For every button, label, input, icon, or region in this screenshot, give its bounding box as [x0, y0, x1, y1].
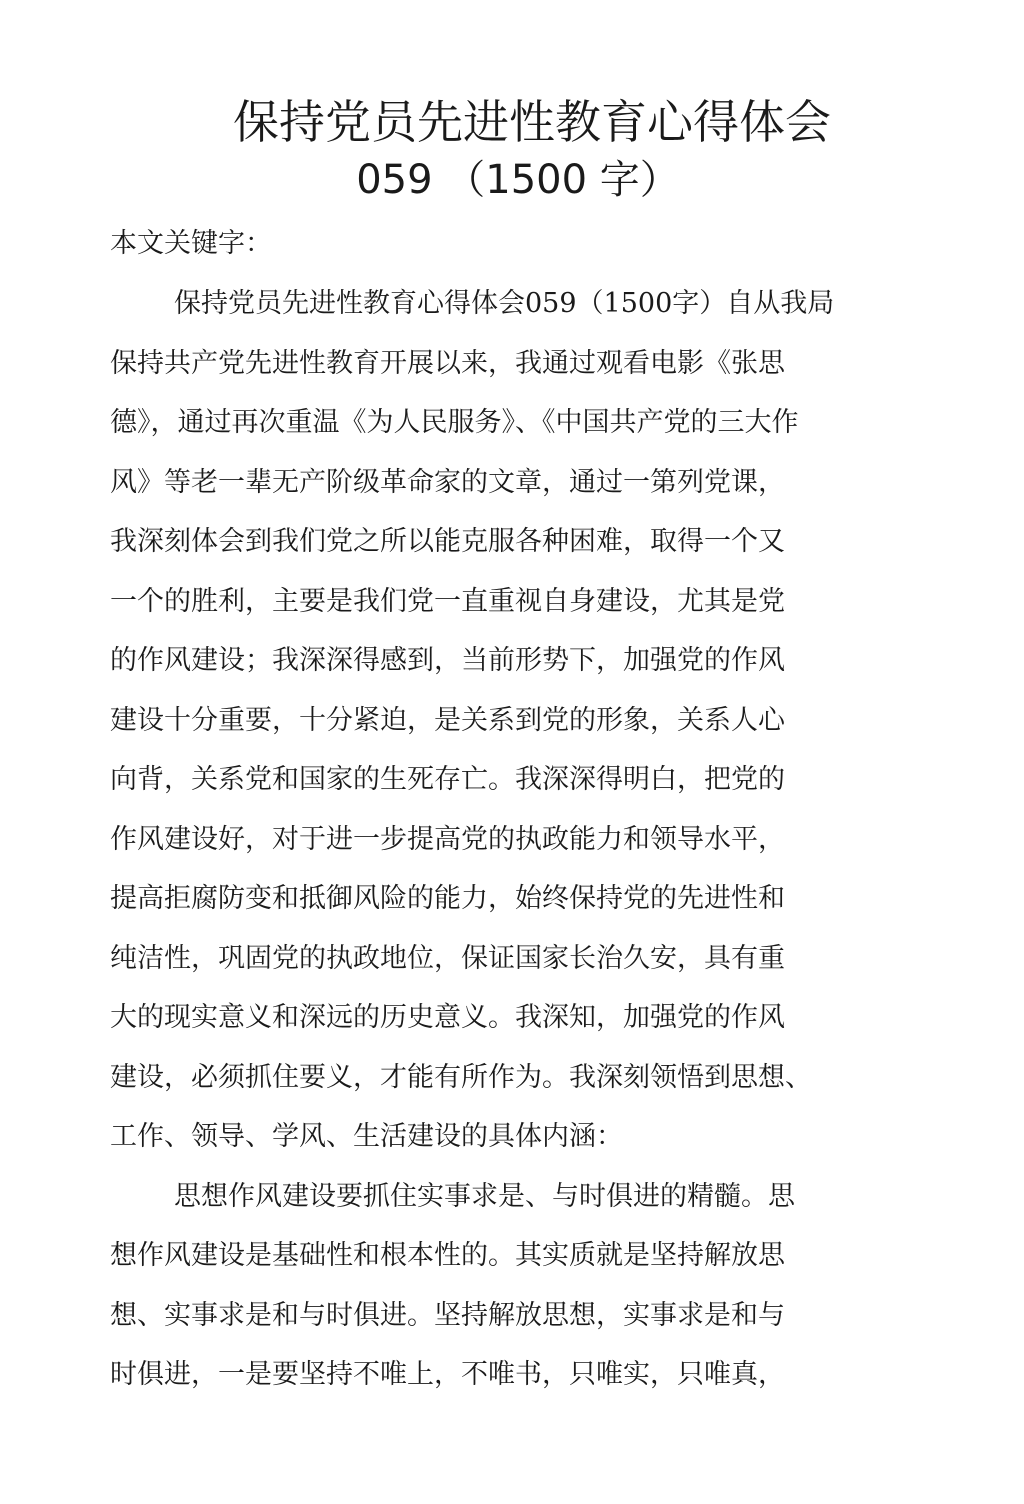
paragraph-line: 提高拒腐防变和抵御风险的能力，始终保持党的先进性和 — [110, 883, 785, 914]
paragraph-line: 时俱进，一是要坚持不唯上，不唯书，只唯实，只唯真， — [110, 1359, 785, 1390]
paragraph-line: 保持党员先进性教育心得体会059（1500字）自从我局 — [174, 288, 835, 319]
paragraph-line: 思想作风建设要抓住实事求是、与时俱进的精髓。思 — [174, 1180, 795, 1212]
paragraph-line: 德》，通过再次重温《为人民服务》、《中国共产党的三大作 — [110, 407, 799, 438]
paragraph-line: 的作风建设；我深深得感到，当前形势下，加强党的作风 — [110, 645, 785, 676]
paragraph-line: 工作、领导、学风、生活建设的具体内涵： — [110, 1121, 623, 1152]
body-text — [110, 282, 910, 1413]
keywords-label: 本文关键字： — [110, 228, 272, 259]
paragraph-line: 纯洁性，巩固党的执政地位，保证国家长治久安，具有重 — [110, 942, 785, 974]
paragraph-line: 建设十分重要，十分紧迫，是关系到党的形象，关系人心 — [110, 704, 785, 736]
document-subtitle: 059 （1500 字） — [356, 157, 680, 203]
paragraph-line: 我深刻体会到我们党之所以能克服各种困难，取得一个又 — [110, 526, 785, 557]
paragraph-line: 建设，必须抓住要义，才能有所作为。我深刻领悟到思想、 — [110, 1061, 812, 1093]
paragraph-line: 风》等老一辈无产阶级革命家的文章，通过一第列党课， — [110, 466, 785, 498]
paragraph-line: 一个的胜利，主要是我们党一直重视自身建设，尤其是党 — [110, 585, 785, 617]
paragraph-line: 作风建设好，对于进一步提高党的执政能力和领导水平， — [110, 823, 785, 855]
paragraph-line: 向背，关系党和国家的生死存亡。我深深得明白，把党的 — [110, 764, 785, 795]
paragraph-line: 大的现实意义和深远的历史意义。我深知，加强党的作风 — [110, 1002, 785, 1033]
document-title: 保持党员先进性教育心得体会 — [233, 95, 831, 149]
paragraph-line: 保持共产党先进性教育开展以来，我通过观看电影《张思 — [110, 347, 785, 379]
paragraph-line: 想作风建设是基础性和根本性的。其实质就是坚持解放思 — [110, 1240, 785, 1271]
paragraph-line: 想、实事求是和与时俱进。坚持解放思想，实事求是和与 — [110, 1299, 785, 1331]
